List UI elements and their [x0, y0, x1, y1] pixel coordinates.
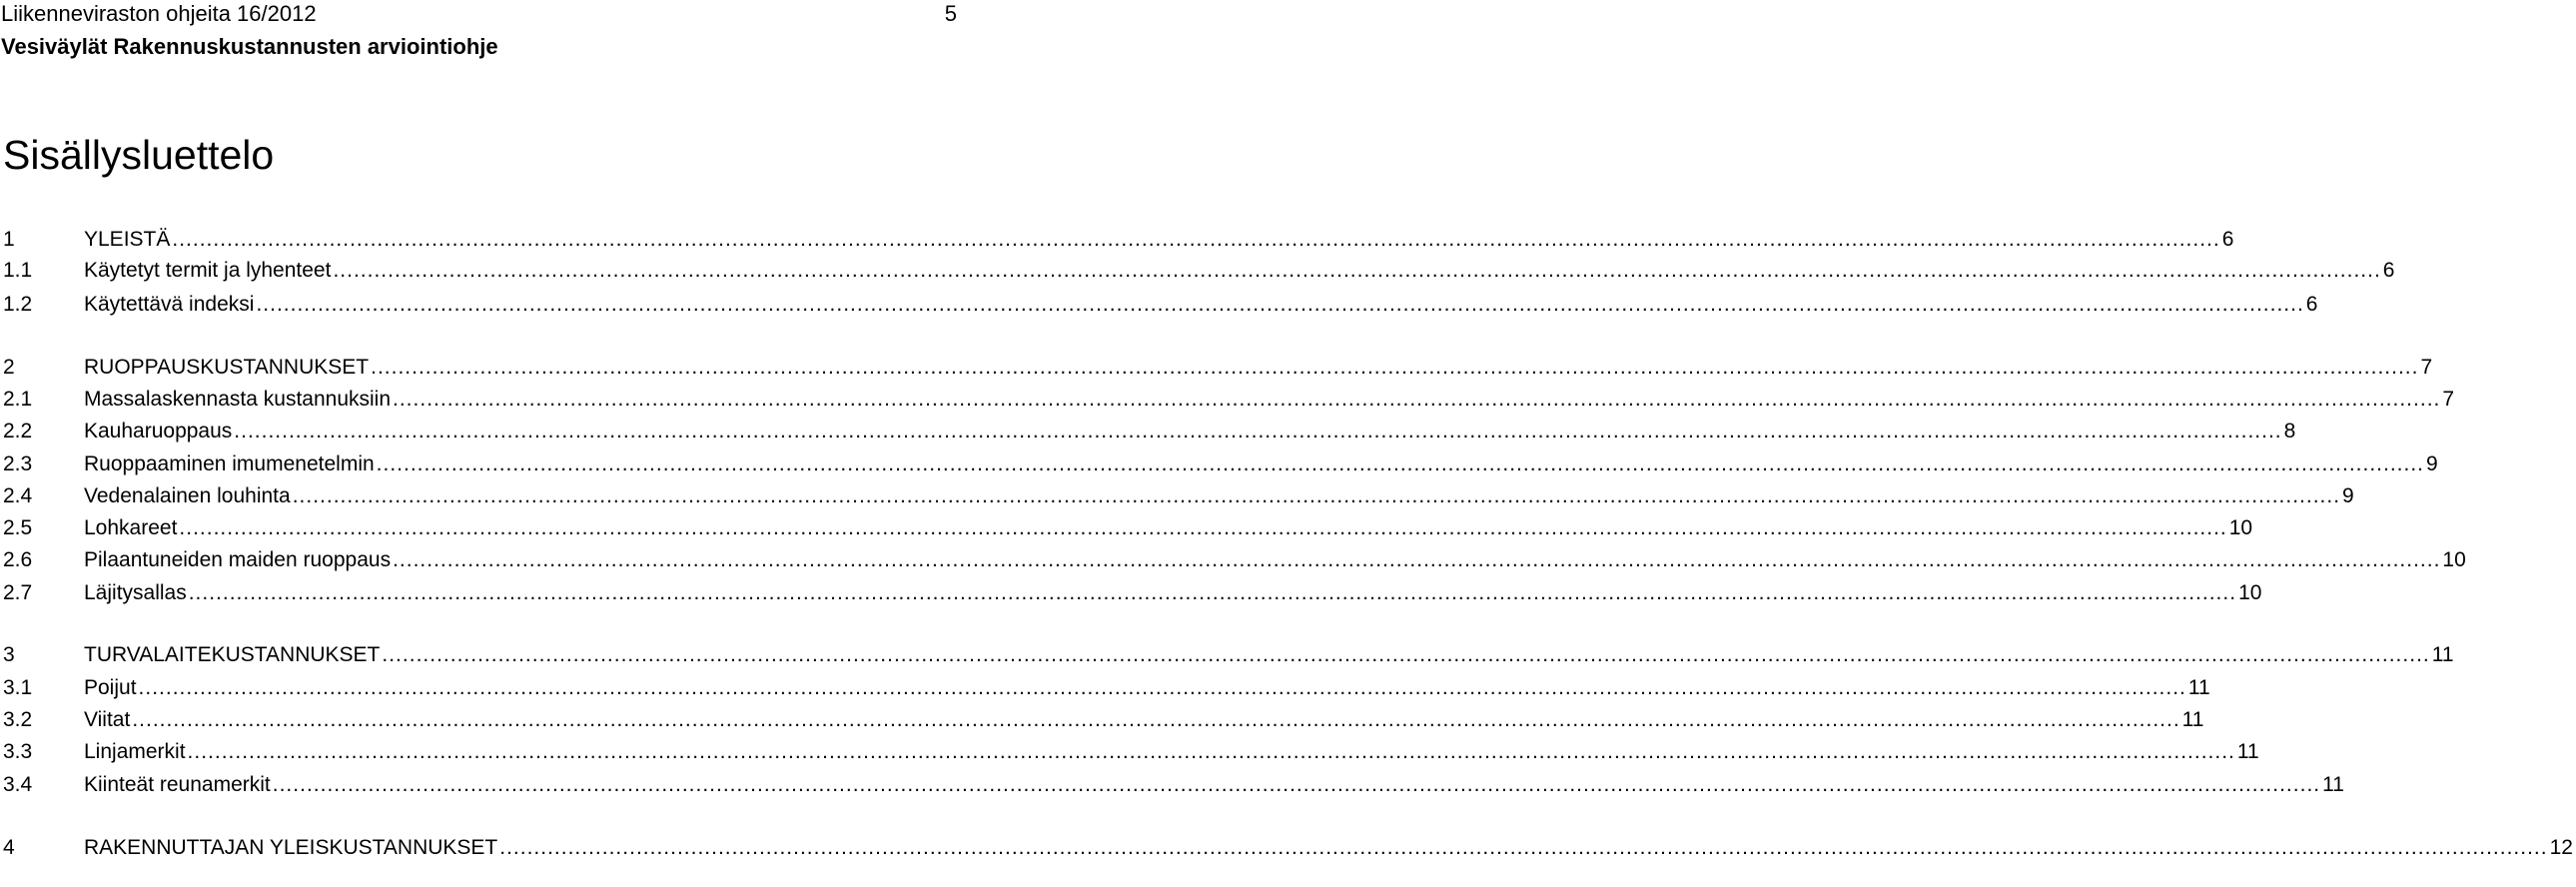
toc-dot-leader: ............................................................................................................................................................................................................................................................................................................	[172, 228, 2220, 251]
toc-entry-number: 2.7	[3, 581, 33, 604]
toc-dot-leader: ............................................................................................................................................................................................................................................................................................................	[376, 452, 2425, 475]
toc-entry[interactable]	[0, 417, 2296, 446]
toc-entry-title: Massalaskennasta kustannuksiin	[84, 388, 392, 411]
toc-entry-title: TURVALAITEKUSTANNUKSET	[84, 643, 381, 666]
toc-entry-page: 11	[2236, 740, 2259, 763]
toc-entry-page: 6	[2305, 293, 2318, 316]
toc-entry-title: Vedenalainen louhinta	[84, 484, 291, 507]
toc-dot-leader: ............................................................................................................................................................................................................................................................................................................	[371, 356, 2419, 379]
toc-dot-leader: ............................................................................................................................................................................................................................................................................................................	[132, 708, 2180, 731]
toc-entry-page: 10	[2238, 581, 2262, 604]
toc-dot-leader: ............................................................................................................................................................................................................................................................................................................	[292, 484, 2341, 507]
toc-entry-number: 2.6	[3, 548, 33, 571]
page-number: 5	[944, 1, 957, 26]
toc-entry[interactable]	[0, 833, 2573, 863]
toc-entry-page: 9	[2342, 484, 2354, 507]
toc-dot-leader: ............................................................................................................................................................................................................................................................................................................	[256, 293, 2304, 316]
toc-entry-page: 6	[2382, 259, 2395, 282]
toc-entry-number: 1.2	[3, 293, 33, 316]
toc-entry-number: 3.4	[3, 773, 33, 796]
toc-entry-page: 11	[2181, 708, 2204, 731]
toc-entry[interactable]	[0, 481, 2354, 511]
toc-entry[interactable]	[0, 290, 2318, 320]
toc-entry-title: RAKENNUTTAJAN YLEISKUSTANNUKSET	[84, 836, 498, 859]
toc-entry-title: Poijut	[84, 676, 137, 699]
toc-entry-number: 3.3	[3, 740, 33, 763]
toc-dot-leader: ............................................................................................................................................................................................................................................................................................................	[393, 548, 2441, 571]
toc-entry-title: Kauharuoppaus	[84, 420, 233, 443]
toc-entry-title: Lohkareet	[84, 516, 178, 539]
toc-entry-page: 11	[2431, 643, 2454, 666]
toc-dot-leader: ............................................................................................................................................................................................................................................................................................................	[393, 388, 2441, 411]
toc-dot-leader: ............................................................................................................................................................................................................................................................................................................	[138, 676, 2186, 699]
toc-entry-title: RUOPPAUSKUSTANNUKSET	[84, 356, 370, 379]
toc-dot-leader: ............................................................................................................................................................................................................................................................................................................	[188, 581, 2237, 604]
toc-entry-number: 3	[3, 643, 15, 666]
toc-entry-page: 11	[2187, 676, 2210, 699]
toc-entry-page: 7	[2442, 388, 2455, 411]
toc-dot-leader: ............................................................................................................................................................................................................................................................................................................	[179, 516, 2227, 539]
toc-dot-leader: ............................................................................................................................................................................................................................................................................................................	[187, 740, 2235, 763]
toc-entry-title: Linjamerkit	[84, 740, 186, 763]
toc-entry-number: 4	[3, 836, 15, 859]
toc-entry[interactable]	[0, 705, 2204, 735]
toc-entry-title: Kiinteät reunamerkit	[84, 773, 271, 796]
toc-entry-number: 3.2	[3, 708, 33, 731]
toc-entry-number: 3.1	[3, 676, 33, 699]
toc-title: Sisällysluettelo	[3, 132, 275, 178]
toc-entry[interactable]	[0, 770, 2344, 800]
toc-entry-title: YLEISTÄ	[84, 228, 171, 251]
toc-entry[interactable]	[0, 640, 2454, 670]
toc-entry[interactable]	[0, 737, 2259, 767]
toc-dot-leader: ............................................................................................................................................................................................................................................................................................................	[382, 643, 2430, 666]
toc-entry[interactable]	[0, 256, 2395, 286]
toc-entry-title: Käytettävä indeksi	[84, 293, 255, 316]
toc-entry-number: 2.5	[3, 516, 33, 539]
toc-entry-page: 9	[2426, 452, 2438, 475]
toc-entry-number: 2.4	[3, 484, 33, 507]
publication-series: Liikenneviraston ohjeita 16/2012	[1, 1, 317, 26]
toc-entry[interactable]	[0, 545, 2466, 575]
toc-entry[interactable]	[0, 353, 2433, 383]
toc-entry-number: 1	[3, 228, 15, 251]
toc-dot-leader: ............................................................................................................................................................................................................................................................................................................	[333, 259, 2381, 282]
toc-entry-page: 12	[2549, 836, 2573, 859]
toc-entry-page: 11	[2322, 773, 2344, 796]
toc-entry[interactable]	[0, 578, 2262, 608]
toc-entry-number: 1.1	[3, 259, 33, 282]
toc-entry-page: 10	[2442, 548, 2466, 571]
toc-entry[interactable]	[0, 673, 2210, 703]
toc-entry-number: 2.3	[3, 452, 33, 475]
toc-entry[interactable]	[0, 449, 2438, 479]
toc-entry-page: 6	[2221, 228, 2234, 251]
toc-entry-number: 2.2	[3, 420, 33, 443]
toc-entry-title: Ruoppaaminen imumenetelmin	[84, 452, 375, 475]
toc-dot-leader: ............................................................................................................................................................................................................................................................................................................	[499, 836, 2548, 859]
toc-entry-number: 2.1	[3, 388, 33, 411]
toc-entry[interactable]	[0, 225, 2234, 255]
toc-dot-leader: ............................................................................................................................................................................................................................................................................................................	[234, 420, 2282, 443]
toc-dot-leader: ............................................................................................................................................................................................................................................................................................................	[272, 773, 2321, 796]
document-title: Vesiväylät Rakennuskustannusten arviointiohje	[1, 34, 498, 59]
toc-entry-title: Viitat	[84, 708, 131, 731]
toc-entry-title: Pilaantuneiden maiden ruoppaus	[84, 548, 392, 571]
toc-entry[interactable]	[0, 385, 2455, 415]
toc-entry-title: Läjitysallas	[84, 581, 187, 604]
toc-entry-title: Käytetyt termit ja lyhenteet	[84, 259, 332, 282]
toc-entry-number: 2	[3, 356, 15, 379]
toc-entry-page: 7	[2420, 356, 2433, 379]
toc-entry-page: 8	[2283, 420, 2296, 443]
toc-entry[interactable]	[0, 513, 2253, 543]
toc-entry-page: 10	[2228, 516, 2253, 539]
